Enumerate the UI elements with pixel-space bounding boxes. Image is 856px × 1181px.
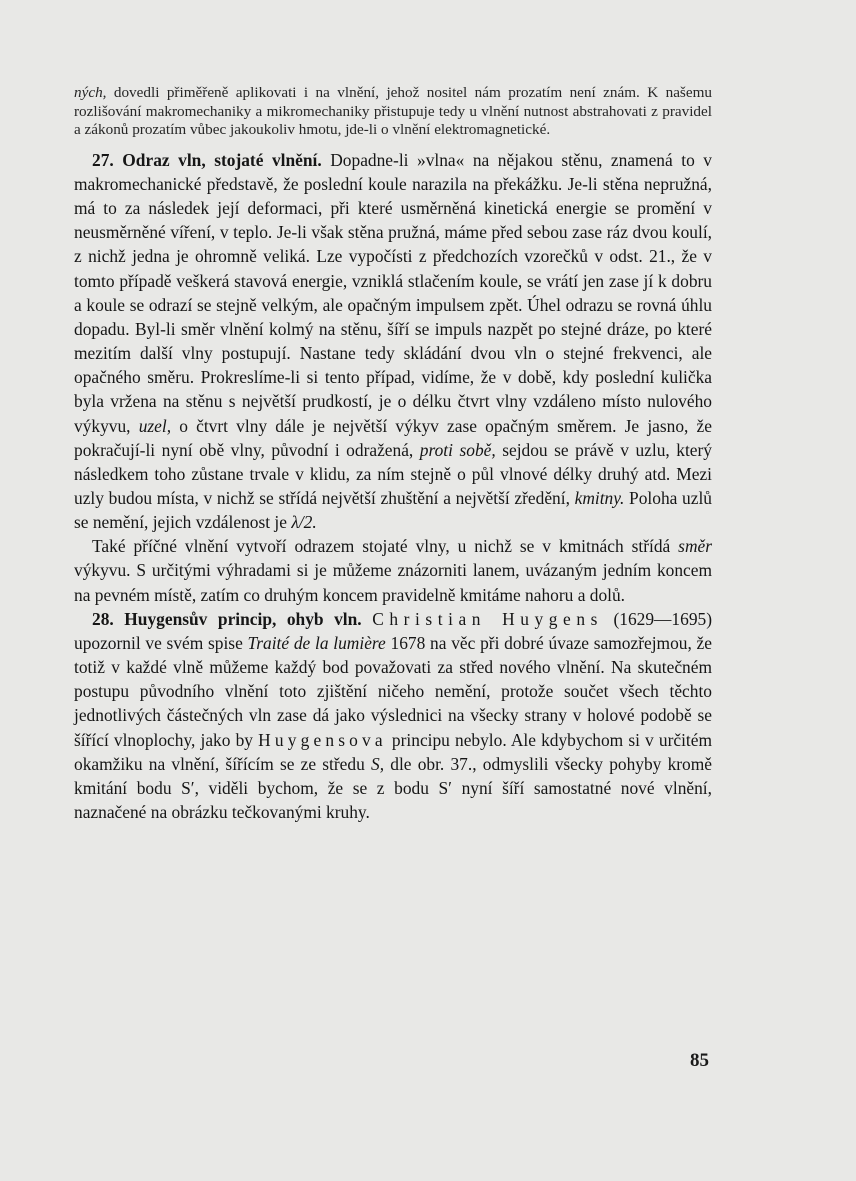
section-27-text-b: o čtvrt vlny dále je největší výkyv zase opačným směrem. Je jasno, že pokračují-li nyní obě vlny, původní i odražená, <box>74 415 712 460</box>
term-uzel: uzel, <box>138 415 172 436</box>
section-27-heading: Odraz vln, stojaté vlnění. <box>122 149 322 170</box>
page-number: 85 <box>690 1050 709 1071</box>
author-name-christian-huygens: Christian Huygens <box>372 608 603 629</box>
author-name-huygensova: Huygensova <box>258 729 387 750</box>
intro-lead-italic: ných, <box>74 84 107 101</box>
term-proti-sobe: proti sobě, <box>419 439 496 460</box>
intro-paragraph <box>74 84 712 140</box>
intro-text: dovedli přiměřeně aplikovati i na vlnění, jehož nositel nám prozatím není znám. K našemu rozlišování makromechaniky a mikromechaniky přistupuje tedy u vlnění nutnost abstrahovati z pravidel a zákonů prozatím vůbec jakoukoliv hmotu, jde-li o vlnění elektromagnetické. <box>74 84 712 139</box>
section-28-number: 28. <box>92 608 114 629</box>
section-28-text-a: (1629—1695) upozornil ve svém spise <box>74 608 712 653</box>
section-27-p2-text-a: Také příčné vlnění vytvoří odrazem stojaté vlny, u nichž se v kmitnách střídá <box>92 536 679 557</box>
section-27-text-d: Poloha uzlů se nemění, jejich vzdálenost je <box>74 487 712 533</box>
section-27-paragraph-2 <box>74 534 712 606</box>
point-s: S, <box>371 753 385 774</box>
section-28-text-d: dle obr. 37., odmyslili všecky pohyby kromě kmitání bodu S′, viděli bychom, že se z bodu S′ nyní šíří samostatné nové vlnění, naznačené na obrázku tečkovanými kruhy. <box>74 753 713 822</box>
section-28-text-b: 1678 na věc při dobré úvaze samozřejmou, že totiž v každé vlně můžeme každý bod považovati za střed nového vlnění. Na skutečném postupu původního vlnění toto zjištění ničeho nemění, protože součet všech těchto jednotlivých částečných vln zase dá jako výslednici na všecky strany v holové podobě se šířící vlnoplochy, jako by <box>74 632 712 750</box>
term-smer: směr <box>678 536 712 557</box>
section-27-number: 27. <box>92 149 114 170</box>
term-kmitny: kmitny. <box>574 487 625 508</box>
section-27-text-c: sejdou se právě v uzlu, který následkem toho zůstane trvale v klidu, za ním stejně o půl vlnové délky druhý atd. Mezi uzly budou místa, v nichž se střídá největší zhuštění a největší zředění, <box>74 439 713 508</box>
text-block <box>74 84 712 824</box>
work-title: Traité de la lumière <box>247 632 386 653</box>
section-27-p2-text-b: výkyvu. S určitými výhradami si je můžeme znázorniti lanem, uvázaným jedním koncem na pevném místě, zatím co druhým koncem pravidelně kmitáme nahoru a dolů. <box>74 560 712 605</box>
section-27-text-a: Dopadne-li »vlna« na nějakou stěnu, znamená to v makromechanické představě, že poslední koule narazila na překážku. Je-li stěna nepružná, má to za následek její deformaci, při které usměrněná kinetická energie se promění v neusměrněné víření, v teplo. Je-li však stěna pružná, máme před sebou zase ráz dvou koulí, z nichž jedna je ohromně veliká. Lze vypočísti z předchozích vzorečků v odst. 21., že v tomto případě veškerá stavová energie, vzniklá stlačením koule, se vrátí jen zase jí k dobru a koule se odrazí se stejně velkým, ale opačným impulsem zpět. Úhel odrazu se rovná úhlu dopadu. Byl-li směr vlnění kolmý na stěnu, šíří se impuls nazpět po stejné dráze, po které mezitím další vlny postupují. Nastane tedy skládání dvou vln o stejné frekvenci, ale opačného směru. Prokreslíme-li si tento případ, vidíme, že v době, kdy poslední kulička byla vržena na stěnu s největší prudkostí, je o délku čtvrt vlny vzdáleno místo nulového výkyvu, <box>74 149 712 436</box>
section-28-heading: Huygensův princip, ohyb vln. <box>124 608 362 629</box>
section-27-paragraph-1 <box>74 148 712 535</box>
section-28-text-c: principu nebylo. Ale kdybychom si v určitém okamžiku na vlnění, šířícím se ze středu <box>74 729 712 774</box>
section-28-paragraph <box>74 607 712 824</box>
lambda-expression: λ/2. <box>291 512 317 533</box>
